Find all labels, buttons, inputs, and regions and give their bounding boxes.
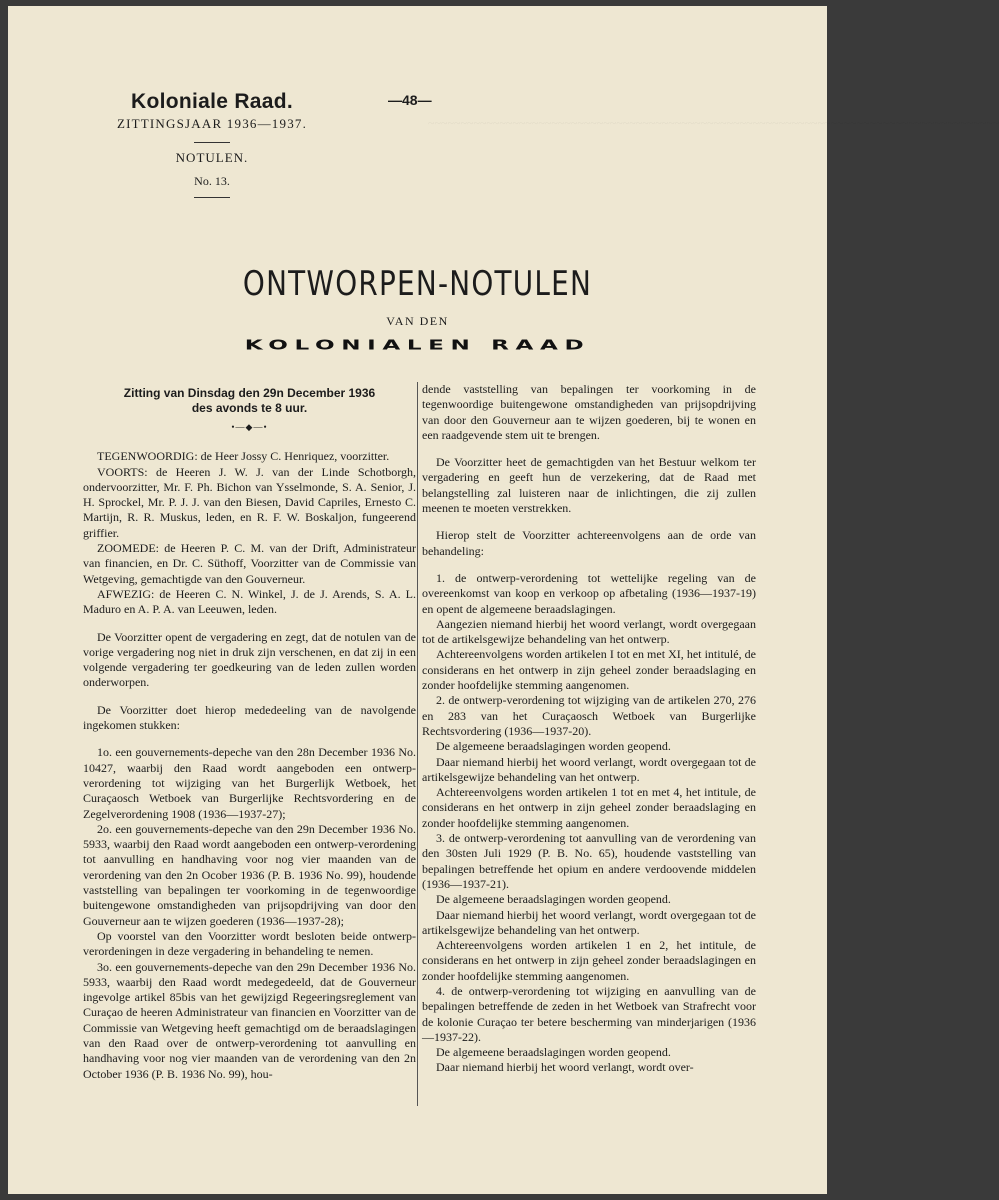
paragraph: AFWEZIG: de Heeren C. N. Winkel, J. de J. Arends, S. A. L. Maduro en A. P. A. van Leeuwen, leden. bbox=[83, 586, 416, 617]
paragraph: De algemeene beraadslagingen worden geopend. bbox=[436, 892, 671, 907]
paragraph: Aangezien niemand hierbij het woord verlangt, wordt overgegaan tot de artikelsgewijze behandeling van het ontwerp. bbox=[422, 616, 756, 647]
paragraph: Achtereenvolgens worden artikelen 1 en 2, het intitule, de considerans en het ontwerp in zijn geheel zonder beraadslagingen en zonder hoofdelijke stemming aangenomen. bbox=[422, 938, 756, 983]
session-date: Zitting van Dinsdag den 29n December 1936 bbox=[123, 386, 376, 400]
paragraph: ZOOMEDE: de Heeren P. C. M. van der Drift, Administrateur van financien, en Dr. C. Süthoff, Voorzitter van de Commissie van Wetgeving, gemachtigde van den Gouverneur. bbox=[83, 541, 416, 586]
paragraph: 4. de ontwerp-verordening tot wijziging en aanvulling van de bepalingen betreffende de zeden in het Wetboek van Strafrecht voor de kolonie Curaçao ter betere bescherming van minderjarigen (1936—1937-22). bbox=[422, 983, 756, 1044]
session-heading bbox=[83, 386, 416, 416]
paragraph: 2. de ontwerp-verordening tot wijziging van de artikelen 270, 276 en 283 van het Curaçaosch Wetboek van Burgerlijke Rechtsvordering (1936—1937-20). bbox=[422, 693, 756, 738]
paragraph: Achtereenvolgens worden artikelen 1 tot en met 4, het intitule, de considerans en het ontwerp in zijn geheel zonder beraadslaging en zonder hoofdelijke stemming aangenomen. bbox=[422, 785, 756, 830]
paragraph: De algemeene beraadslagingen worden geopend. bbox=[436, 739, 671, 754]
right-column bbox=[422, 382, 756, 1076]
paragraph: Daar niemand hierbij het woord verlangt, wordt overgegaan tot de artikelsgewijze behandeling van het ontwerp. bbox=[422, 754, 756, 784]
paragraph: De Voorzitter doet hierop mededeeling van de navolgende ingekomen stukken: bbox=[83, 702, 416, 733]
paragraph: Achtereenvolgens worden artikelen I tot en met XI, het intitulé, de considerans en het ontwerp in zijn geheel zonder beraadslaging en zonder hoofdelijke stemming aangenomen. bbox=[422, 647, 756, 693]
subtitle-van-den: VAN DEN bbox=[386, 314, 449, 328]
paragraph: 2o. een gouvernements-depeche van den 29n December 1936 No. 5933, waarbij den Raad wordt aangeboden een ontwerp-verordening tot aanvulling en handhaving voor nog vier maanden van de verordening van den 2n Ocober 1936 (P. B. 1936 No. 99), houdende vaststelling van bepalingen ter voorkoming in de tegenwoordige buitengewone omstandigheden van prijsopdrijving van door den Gouverneur aan te wijzen goederen (1936—1937-28); bbox=[83, 821, 416, 928]
issue-number: No. 13. bbox=[194, 174, 230, 188]
paragraph: VOORTS: de Heeren J. W. J. van der Linde Schotborgh, ondervoorzitter, Mr. F. Ph. Bichon van Ysselmonde, S. A. Senior, J. H. Sprockel, Mr. P. J. J. van den Biesen, David Capriles, Ernesto C. Martijn, R. R. Muskus, leden, en R. F. W. Boskaljon, fungeerend griffier. bbox=[83, 464, 416, 540]
paragraph: De Voorzitter heet de gemachtigden van het Bestuur welkom ter vergadering en geeft hun de verzekering, dat de Raad met belangstelling zal luisteren naar de inlichtingen, die zij zullen meenen te moeten verstrekken. bbox=[422, 455, 756, 516]
paragraph: dende vaststelling van bepalingen ter voorkoming in de tegenwoordige buitengewone omstandigheden van prijsopdrijving van door den Gouverneur aan te wijzen goederen, bij te wonen en een raadgevende stem uit te brengen. bbox=[422, 382, 756, 442]
paragraph: De algemeene beraadslagingen worden geopend. bbox=[436, 1045, 671, 1060]
paragraph: Hierop stelt de Voorzitter achtereenvolgens aan de orde van behandeling: bbox=[422, 528, 756, 558]
paragraph: 3. de ontwerp-verordening tot aanvulling van de verordening van den 30sten Juli 1929 (P. B. No. 65), houdende vaststelling van bepalingen betreffende het opium en andere verdoovende middelen (1936—1937-21). bbox=[422, 831, 756, 891]
page-title: ONTWORPEN-NOTULEN bbox=[242, 264, 593, 304]
session-time: des avonds te 8 uur. bbox=[191, 401, 308, 415]
paragraph: Op voorstel van den Voorzitter wordt besloten beide ontwerp-verordeningen in deze vergadering in behandeling te nemen. bbox=[83, 928, 416, 959]
left-column bbox=[83, 382, 416, 1082]
paragraph: 1. de ontwerp-verordening tot wettelijke regeling van de overeenkomst van koop en verkoop op afbetaling (1936—1937-19) en opent de algemeene beraadslagingen. bbox=[422, 570, 756, 616]
session-year: ZITTINGSJAAR 1936—1937. bbox=[116, 116, 308, 131]
notulen-label: NOTULEN. bbox=[175, 150, 249, 165]
paragraph: De Voorzitter opent de vergadering en zegt, dat de notulen van de vorige vergadering nog niet in druk zijn verschenen, en dat zij in een volgende vergadering ter goedkeuring van de leden zullen worden onderworpen. bbox=[83, 629, 416, 690]
ornament: •—◆—• bbox=[231, 422, 268, 432]
org-name: Koloniale Raad. bbox=[130, 90, 294, 113]
paragraph: 3o. een gouvernements-depeche van den 29n December 1936 No. 5933, waarbij den Raad wordt medegedeeld, dat de Gouverneur ingevolge artikel 85bis van het gewijzigd Regeeringsreglement van Curaçao de heeren Administrateur van financien en Voorzitter van de Commissie van Wetgeving heeft gemachtigd om de beraadslagingen van den Raad over de ontwerp-verordening tot aanvulling en handhaving voor nog vier maanden van de verordening van den 2n October 1936 (P. B. 1936 No. 99), hou- bbox=[83, 959, 416, 1081]
header-rule-bottom bbox=[194, 197, 230, 198]
page-number: —48— bbox=[388, 92, 432, 108]
paragraph: Daar niemand hierbij het woord verlangt, wordt over- bbox=[436, 1060, 694, 1075]
column-divider bbox=[417, 382, 418, 1106]
paragraph: 1o. een gouvernements-depeche van den 28n December 1936 No. 10427, waarbij den Raad wordt aangeboden een ontwerp-verordening tot wijziging van het Burgerlijk Wetboek, het Curaçaosch Wetboek van Burgerlijke Rechtsvordering en de Zegelverordening 1908 (1936—1937-27); bbox=[83, 745, 416, 821]
bleed-through-left: ~~~~~~~~~~~~~~~~~~~~~~~~~~~~~~~~~~~~~~~~~~~~~~~~~~~~~~~~~~~~~~~~~~~~~~~~~~~~~~~~~~~~~~~~ bbox=[428, 116, 999, 130]
document-page bbox=[8, 6, 999, 1194]
paragraph: Daar niemand hierbij het woord verlangt, wordt overgegaan tot de artikelsgewijze behandeling van het ontwerp. bbox=[422, 907, 756, 937]
council-name: KOLONIALEN RAAD bbox=[244, 337, 591, 353]
header-block bbox=[82, 90, 342, 205]
header-rule bbox=[194, 142, 230, 143]
paragraph: TEGENWOORDIG: de Heer Jossy C. Henriquez, voorzitter. bbox=[97, 449, 390, 464]
